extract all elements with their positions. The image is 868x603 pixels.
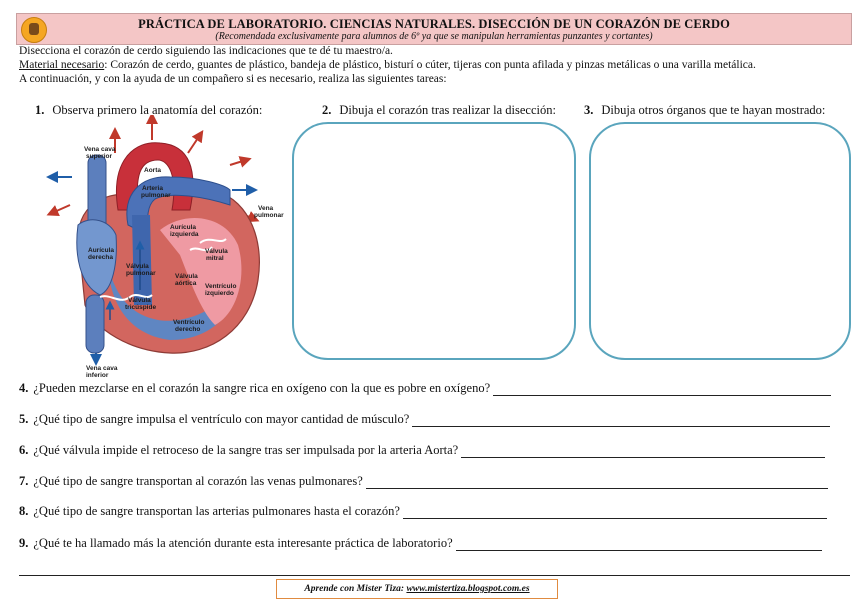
- footer-prefix: Aprende con Mister Tiza:: [304, 584, 405, 594]
- drawing-box-other-organs[interactable]: [589, 122, 851, 360]
- label-valvula-tricuspide-1: Válvula: [128, 297, 151, 304]
- question-6-number: 6.: [19, 443, 29, 457]
- question-6-text: ¿Qué válvula impide el retroceso de la sangre tras ser impulsada por la arteria Aorta?: [33, 443, 459, 457]
- label-ventriculo-derecho-1: Ventrículo: [173, 319, 205, 326]
- label-valvula-pulmonar-1: Válvula: [126, 263, 149, 270]
- label-auricula-izquierda-2: izquierda: [170, 231, 199, 238]
- label-ventriculo-izquierdo-1: Ventrículo: [205, 283, 237, 290]
- question-7: [19, 474, 828, 489]
- task-2-number: 2.: [322, 103, 332, 117]
- question-8: [19, 504, 827, 519]
- drawing-box-dissected-heart[interactable]: [292, 122, 576, 360]
- task-2: [322, 103, 556, 118]
- answer-line-6[interactable]: [461, 456, 825, 458]
- answer-line-8[interactable]: [403, 517, 827, 519]
- question-5: [19, 412, 830, 427]
- question-8-text: ¿Qué tipo de sangre transportan las arterias pulmonares hasta el corazón?: [33, 504, 400, 518]
- label-ventriculo-derecho-2: derecho: [175, 326, 201, 333]
- label-auricula-izquierda-1: Aurícula: [170, 224, 197, 231]
- question-9: [19, 536, 822, 551]
- intro-line-1: Disecciona el corazón de cerdo siguiendo las indicaciones que te dé tu maestro/a.: [19, 45, 393, 57]
- label-vena-cava-inferior-2: inferior: [86, 372, 109, 379]
- intro-line-3: A continuación, y con la ayuda de un compañero si es necesario, realiza las siguientes tareas:: [19, 73, 447, 85]
- answer-line-9[interactable]: [456, 549, 822, 551]
- label-vena-pulmonar-1: Vena: [258, 205, 274, 212]
- question-4-text: ¿Pueden mezclarse en el corazón la sangre rica en oxígeno con la que es pobre en oxígeno?: [33, 381, 491, 395]
- task-1-text: Observa primero la anatomía del corazón:: [52, 103, 263, 117]
- label-valvula-mitral-1: Válvula: [205, 248, 228, 255]
- task-2-text: Dibuja el corazón tras realizar la disección:: [339, 103, 556, 117]
- label-valvula-aortica-2: aórtica: [175, 280, 197, 287]
- page-title: PRÁCTICA DE LABORATORIO. CIENCIAS NATURALES. DISECCIÓN DE UN CORAZÓN DE CERDO: [138, 17, 730, 31]
- task-3-number: 3.: [584, 103, 594, 117]
- label-vena-cava-superior-2: superior: [86, 153, 113, 160]
- label-valvula-pulmonar-2: pulmonar: [126, 270, 156, 277]
- header-banner: [16, 13, 852, 45]
- label-ventriculo-izquierdo-2: izquierdo: [205, 290, 234, 297]
- label-vena-cava-superior-1: Vena cava: [84, 146, 116, 153]
- material-text: : Corazón de cerdo, guantes de plástico, bandeja de plástico, bisturí o cúter, tijeras con punta afilada y pinzas metálicas o una varilla metálica.: [104, 59, 756, 71]
- label-vena-pulmonar-2: pulmonar: [254, 212, 284, 219]
- question-9-number: 9.: [19, 536, 29, 550]
- answer-line-5[interactable]: [412, 425, 830, 427]
- question-9-text: ¿Qué te ha llamado más la atención durante esta interesante práctica de laboratorio?: [33, 536, 453, 550]
- label-auricula-derecha-2: derecha: [88, 254, 113, 261]
- label-aorta: Aorta: [144, 167, 161, 174]
- page-subtitle: (Recomendada exclusivamente para alumnos de 6º ya que se manipulan herramientas punzantes y cortantes): [215, 31, 653, 42]
- footer-credit: [276, 579, 558, 599]
- footer-url-link[interactable]: www.mistertiza.blogspot.com.es: [406, 584, 530, 594]
- question-5-number: 5.: [19, 412, 29, 426]
- question-4-number: 4.: [19, 381, 29, 395]
- task-3-text: Dibuja otros órganos que te hayan mostrado:: [601, 103, 826, 117]
- question-8-number: 8.: [19, 504, 29, 518]
- task-3: [584, 103, 825, 118]
- answer-line-7[interactable]: [366, 487, 828, 489]
- question-7-number: 7.: [19, 474, 29, 488]
- intro-material: [19, 59, 756, 71]
- material-label: Material necesario: [19, 59, 105, 71]
- answer-line-4[interactable]: [493, 394, 831, 396]
- label-valvula-aortica-1: Válvula: [175, 273, 198, 280]
- label-auricula-derecha-1: Aurícula: [88, 247, 115, 254]
- label-arteria-pulmonar-1: Arteria: [142, 185, 163, 192]
- question-5-text: ¿Qué tipo de sangre impulsa el ventrículo con mayor cantidad de músculo?: [33, 412, 410, 426]
- label-valvula-tricuspide-2: tricúspide: [125, 304, 157, 311]
- label-vena-cava-inferior-1: Vena cava: [86, 365, 118, 372]
- task-1-number: 1.: [35, 103, 45, 117]
- label-valvula-mitral-2: mitral: [206, 255, 224, 262]
- answer-line-9-extra[interactable]: [19, 575, 850, 576]
- heart-anatomy-diagram: [40, 115, 285, 380]
- label-arteria-pulmonar-2: pulmonar: [141, 192, 171, 199]
- question-4: [19, 381, 831, 396]
- question-7-text: ¿Qué tipo de sangre transportan al corazón las venas pulmonares?: [33, 474, 363, 488]
- question-6: [19, 443, 825, 458]
